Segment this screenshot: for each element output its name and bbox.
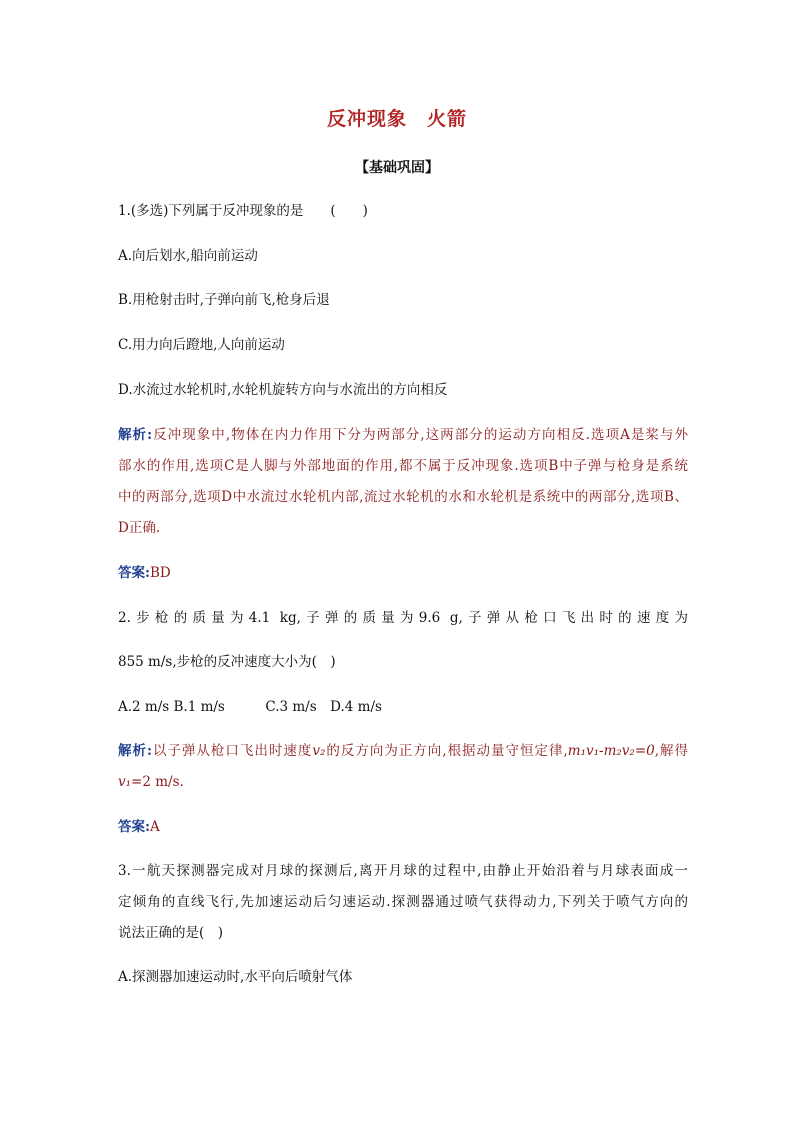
analysis-text: =2 m/s. xyxy=(131,774,184,790)
math-formula: m₁v₁-m₂v₂=0 xyxy=(567,743,655,759)
question-3-stem-line-1: 3.一航天探测器完成对月球的探测后,离开月球的过程中,由静止开始沿着与月球表面成一 xyxy=(118,863,688,879)
analysis-text: ,解得 xyxy=(654,743,689,759)
question-3-stem-line-3: 说法正确的是( ) xyxy=(118,925,224,941)
answer-label: 答案: xyxy=(118,565,150,581)
question-1-option-b: B.用枪射击时,子弹向前飞,枪身后退 xyxy=(118,292,330,308)
question-2-answer xyxy=(118,817,688,837)
question-2-analysis-line-2 xyxy=(118,772,688,792)
question-1-answer xyxy=(118,563,688,583)
math-variable: v₁ xyxy=(118,774,132,790)
answer-value: BD xyxy=(149,565,171,581)
question-1-option-a: A.向后划水,船向前运动 xyxy=(118,248,258,264)
question-1-option-d: D.水流过水轮机时,水轮机旋转方向与水流出的方向相反 xyxy=(118,382,448,398)
math-variable: v₂ xyxy=(312,743,326,759)
section-heading: 【基础巩固】 xyxy=(355,160,439,176)
answer-value: A xyxy=(149,819,160,835)
question-1-analysis-line-4: D正确. xyxy=(118,520,161,536)
question-2-stem-line-1: 2.步枪的质量为4.1 kg,子弹的质量为9.6 g,子弹从枪口飞出时的速度为 xyxy=(118,610,688,626)
analysis-text: 以子弹从枪口飞出时速度 xyxy=(151,743,313,759)
question-2-options: A.2 m/s B.1 m/s C.3 m/s D.4 m/s xyxy=(118,699,382,715)
analysis-text: 的反方向为正方向,根据动量守恒定律, xyxy=(325,743,568,759)
question-3-stem-line-2: 定倾角的直线飞行,先加速运动后匀速运动.探测器通过喷气获得动力,下列关于喷气方向的 xyxy=(118,894,688,910)
question-1-analysis-line-3: 中的两部分,选项D中水流过水轮机内部,流过水轮机的水和水轮机是系统中的两部分,选项B、 xyxy=(118,489,688,505)
analysis-label: 解析: xyxy=(118,427,153,443)
page-title: 反冲现象 火箭 xyxy=(326,108,467,130)
analysis-label: 解析: xyxy=(118,743,152,759)
question-1-analysis-line-2: 部水的作用,选项C是人脚与外部地面的作用,都不属于反冲现象.选项B中子弹与枪身是系统 xyxy=(118,458,688,474)
question-3-option-a: A.探测器加速运动时,水平向后喷射气体 xyxy=(118,969,353,985)
question-2-analysis-line-1 xyxy=(118,741,688,761)
answer-label: 答案: xyxy=(118,819,150,835)
analysis-text: 反冲现象中,物体在内力作用下分为两部分,这两部分的运动方向相反.选项A是桨与外 xyxy=(152,427,688,443)
question-1-analysis-line-1 xyxy=(118,425,688,445)
question-2-stem-line-2: 855 m/s,步枪的反冲速度大小为( ) xyxy=(118,654,336,670)
question-1-stem: 1.(多选)下列属于反冲现象的是 ( ) xyxy=(118,203,368,219)
question-1-option-c: C.用力向后蹬地,人向前运动 xyxy=(118,337,285,353)
